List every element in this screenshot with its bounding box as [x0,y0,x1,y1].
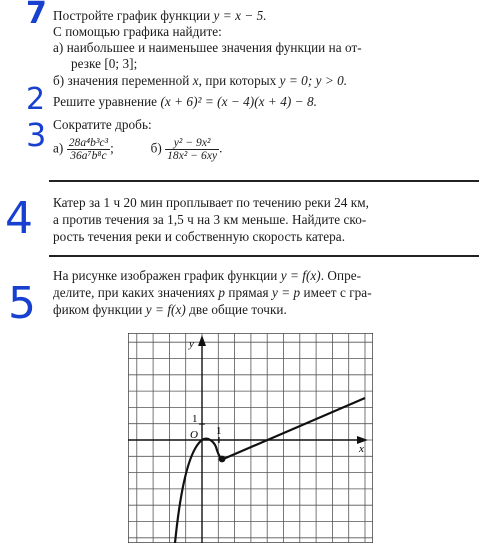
task1-function: y = x − 5. [213,8,267,23]
task2-instruction: Решите уравнение [53,94,161,109]
task3-a-label: а) [53,140,64,156]
task2-line [53,94,317,109]
task4-line2: а против течения за 1,5 ч на 3 км меньше. Найдите ско- [53,212,367,227]
task1-b-text2: , при которых [198,73,280,88]
task5-text-b: . Опре- [320,268,362,283]
task1-instruction: Постройте график функции [53,8,214,23]
handwritten-number-3: 3 [26,116,47,154]
task5-line3 [53,302,287,317]
x-axis-label: x [359,443,364,455]
handwritten-number-4: 4 [5,193,33,244]
function-graph [128,333,373,543]
handwritten-number-5: 5 [8,278,36,329]
task5-text-g: две общие точки. [185,302,287,317]
task3-title: Сократите дробь: [53,117,152,132]
task1-b-cond: y = 0; y > 0. [279,73,348,88]
handwritten-number-7: 7 [26,0,47,31]
fraction-b [165,137,219,162]
task1-line1 [53,8,267,23]
task5-line1 [53,268,361,283]
x-unit-label: 1 [216,425,222,437]
separator-2 [49,255,479,257]
y-axis-label: y [189,338,194,350]
handwritten-number-2: 2 [26,82,46,117]
task1-b-var: x [192,73,199,88]
task3-b-label: б) [150,140,162,156]
task5-function-1: y = f(x) [280,268,321,283]
task1-b-text: б) значения переменной [53,73,193,88]
task1-line2: С помощью графика найдите: [53,24,222,39]
task4-line1: Катер за 1 ч 20 мин проплывает по течению реки 24 км, [53,195,369,210]
task5-line2 [53,285,372,300]
fraction-b-denominator: 18x² − 6xy [167,150,218,162]
fraction-b-numerator: y² − 9x² [165,137,219,150]
task5-text-a: На рисунке изображен график функции [53,268,281,283]
task1-line5 [53,73,347,88]
task5-text-f: фиком функции [53,302,146,317]
curve-point [219,456,226,463]
fraction-a-denominator: 36a⁷b⁸c [70,150,107,162]
task5-text-e: имеет с гра- [300,285,372,300]
task5-line-eq: y = p [271,285,301,300]
task1-line4: резке [0; 3]; [71,56,138,71]
task3-fractions [53,137,223,162]
task4-line3: рость течения реки и собственную скорость катера. [53,229,346,244]
origin-label: O [190,429,198,441]
fraction-a-numerator: 28a⁴b³c³ [68,137,109,149]
task5-text-c: делите, при каких значениях [53,285,219,300]
task5-var-p: p [218,285,226,300]
y-unit-label: 1 [192,413,198,425]
fraction-a [67,137,110,162]
separator-1 [49,180,479,182]
task3-b-end: . [219,140,223,156]
task1-line3: а) наибольшее и наименьшее значения функции на от- [53,40,362,55]
task5-text-d: прямая [225,285,272,300]
task3-a-sep: ; [110,140,114,156]
task5-function-2: y = f(x) [145,302,186,317]
task2-equation: (x + 6)² = (x − 4)(x + 4) − 8. [160,94,317,109]
